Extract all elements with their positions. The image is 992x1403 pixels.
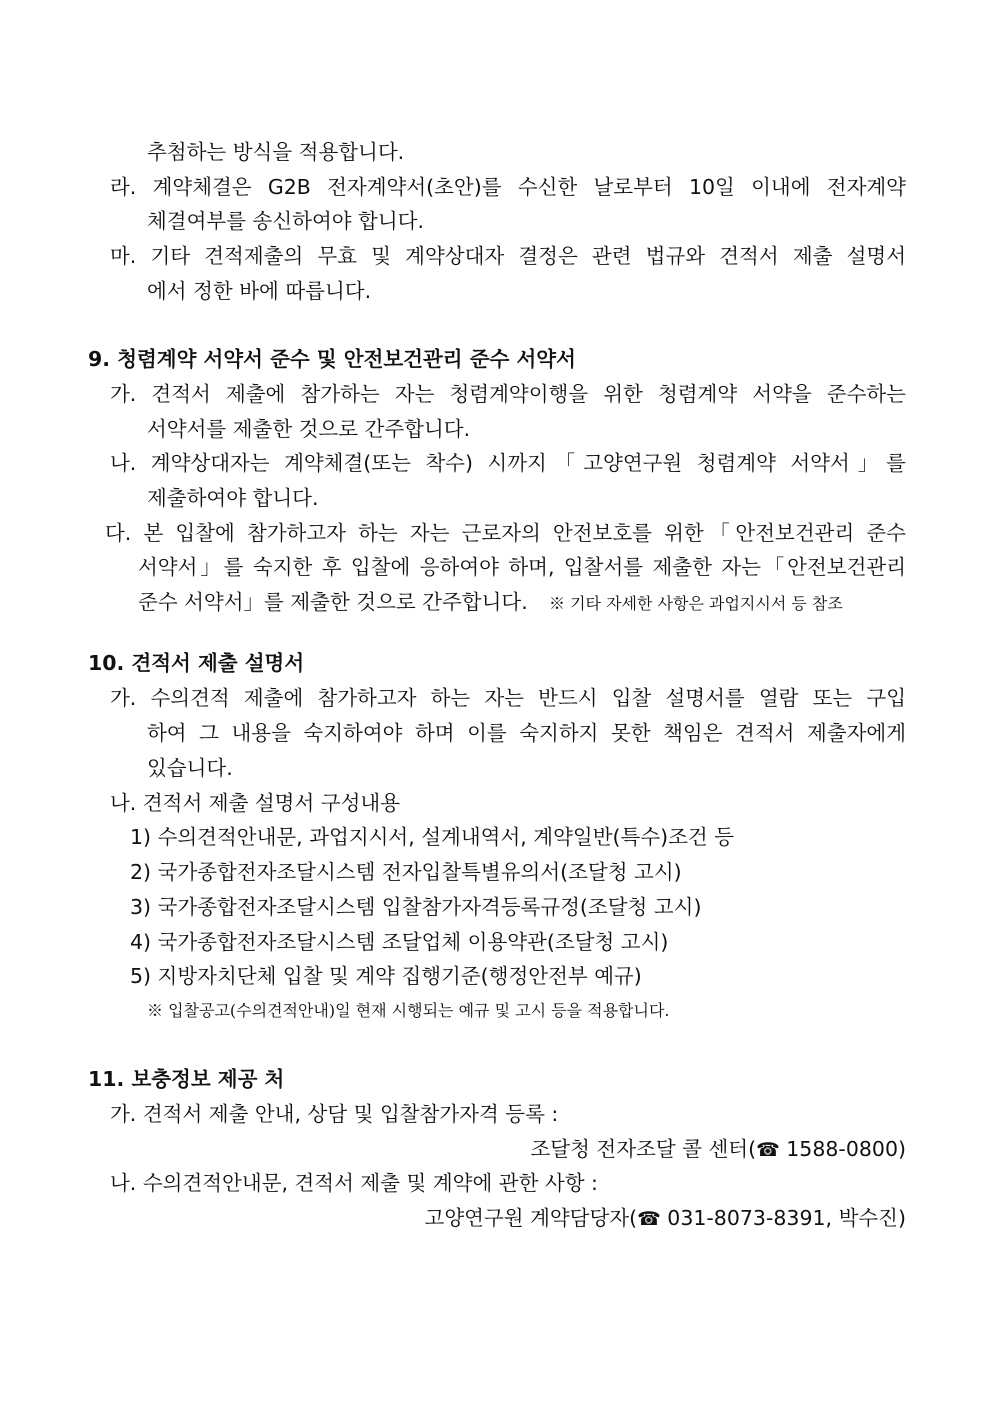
telephone-icon: ☎ bbox=[756, 1139, 780, 1161]
section9-na-line2: 제출하여야 합니다. bbox=[147, 486, 319, 510]
telephone-icon: ☎ bbox=[637, 1208, 661, 1230]
section9-da-line3: 준수 서약서」를 제출한 것으로 간주합니다. bbox=[138, 590, 528, 614]
section8-ra-line1: 라. 계약체결은 G2B 전자계약서(초안)를 수신한 날로부터 10일 이내에 전자계약 bbox=[110, 175, 906, 199]
section10-note: ※ 입찰공고(수의견적안내)일 현재 시행되는 예규 및 고시 등을 적용합니다. bbox=[147, 1001, 670, 1020]
section10-na-heading: 나. 견적서 제출 설명서 구성내용 bbox=[110, 791, 401, 815]
section9-ga-line1: 가. 견적서 제출에 참가하는 자는 청렴계약이행을 위한 청렴계약 서약을 준수하는 bbox=[110, 382, 906, 406]
procurement-call-center-contact bbox=[530, 1134, 906, 1165]
section11-ga-line: 가. 견적서 제출 안내, 상담 및 입찰참가자격 등록 : bbox=[110, 1102, 559, 1126]
contact-number: 031-8073-8391, 박수진) bbox=[660, 1206, 906, 1230]
section9-da-line2: 서약서」를 숙지한 후 입찰에 응하여야 하며, 입찰서를 제출한 자는「안전보건관리 bbox=[138, 555, 906, 579]
list-item: 1) 수의견적안내문, 과업지시서, 설계내역서, 계약일반(특수)조건 등 bbox=[130, 825, 735, 849]
list-item: 5) 지방자치단체 입찰 및 계약 집행기준(행정안전부 예규) bbox=[130, 964, 642, 988]
section9-na-line1: 나. 계약상대자는 계약체결(또는 착수) 시까지「고양연구원 청렴계약 서약서」를 bbox=[110, 451, 906, 475]
section8-ra-line2: 체결여부를 송신하여야 합니다. bbox=[147, 209, 424, 233]
section10-heading: 10. 견적서 제출 설명서 bbox=[88, 651, 305, 675]
section10-ga-line3: 있습니다. bbox=[147, 756, 233, 780]
section11-heading: 11. 보충정보 제공 처 bbox=[88, 1067, 285, 1091]
section9-ga-line2: 서약서를 제출한 것으로 간주합니다. bbox=[147, 417, 471, 441]
contact-number: 1588-0800) bbox=[779, 1137, 906, 1161]
section9-reference-note: ※ 기타 자세한 사항은 과업지시서 등 참조 bbox=[549, 594, 843, 613]
section8-line: 추첨하는 방식을 적용합니다. bbox=[147, 140, 405, 164]
contact-name: 고양연구원 계약담당자( bbox=[424, 1206, 638, 1230]
section10-ga-line1: 가. 수의견적 제출에 참가하고자 하는 자는 반드시 입찰 설명서를 열람 또는 구입 bbox=[110, 686, 906, 710]
section10-ga-line2: 하여 그 내용을 숙지하여야 하며 이를 숙지하지 못한 책임은 견적서 제출자에게 bbox=[147, 721, 906, 745]
contract-manager-contact bbox=[425, 1203, 906, 1234]
list-item: 3) 국가종합전자조달시스템 입찰참가자격등록규정(조달청 고시) bbox=[130, 895, 702, 919]
section9-da-line1: 다. 본 입찰에 참가하고자 하는 자는 근로자의 안전보호를 위한「안전보건관리 준수 bbox=[105, 521, 906, 545]
section9-heading: 9. 청렴계약 서약서 준수 및 안전보건관리 준수 서약서 bbox=[88, 347, 576, 371]
section8-ma-line2: 에서 정한 바에 따릅니다. bbox=[147, 279, 372, 303]
list-item: 4) 국가종합전자조달시스템 조달업체 이용약관(조달청 고시) bbox=[130, 930, 669, 954]
section8-ma-line1: 마. 기타 견적제출의 무효 및 계약상대자 결정은 관련 법규와 견적서 제출 설명서 bbox=[110, 244, 906, 268]
list-item: 2) 국가종합전자조달시스템 전자입찰특별유의서(조달청 고시) bbox=[130, 860, 682, 884]
section11-na-line: 나. 수의견적안내문, 견적서 제출 및 계약에 관한 사항 : bbox=[110, 1171, 598, 1195]
contact-name: 조달청 전자조달 콜 센터( bbox=[530, 1137, 757, 1161]
